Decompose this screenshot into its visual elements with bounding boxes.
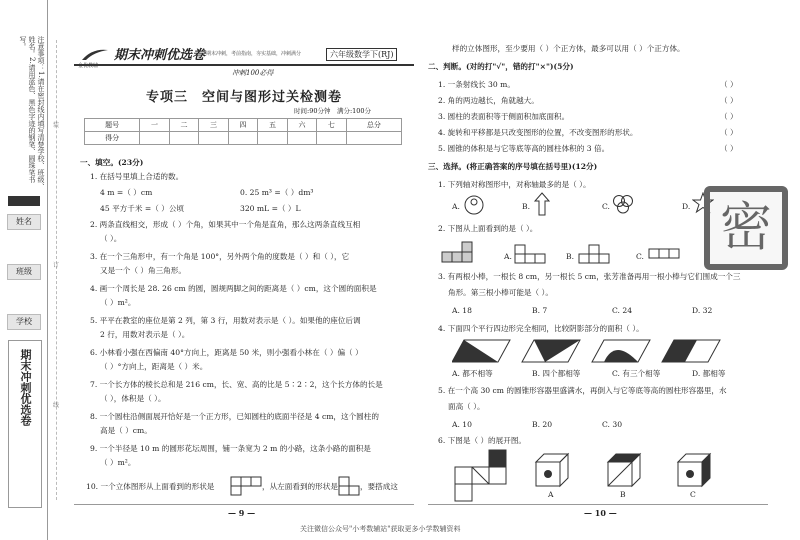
q1-9b: （ ）m²。 (100, 458, 136, 467)
choice-1-c: C. (602, 202, 610, 211)
choice-2-c: C. (636, 252, 644, 261)
q1-1: 1. 在括号里填上合适的数。 (90, 172, 184, 181)
section1-heading: 一、填空。(23分) (80, 158, 144, 167)
score-cell[interactable] (169, 132, 198, 145)
brand-tagline: 期末冲刺，考前指南，夯实基础，冲刺满分 (206, 51, 302, 57)
circle-figure-icon (464, 194, 484, 216)
cube-net-figure (454, 448, 508, 502)
judge-1-mark: （ ） (720, 80, 738, 89)
score-cell[interactable] (199, 132, 228, 145)
q1-3b: 又是一个（ ）角三角形。 (100, 266, 186, 275)
choice-5a: 5. 在一个高 30 cm 的圆锥形容器里盛满水，再倒入与它等底等高的圆柱形容器里，水 (438, 386, 727, 395)
top-view-shape (230, 476, 262, 496)
score-cell[interactable] (258, 132, 287, 145)
footer-rule-right (428, 504, 768, 505)
q1-1c: 45 平方千米 =（ ）公顷 (100, 204, 185, 213)
choice-3-b: B. 7 (532, 306, 548, 315)
score-header: 总分 (346, 119, 401, 132)
sidebar-brand-box (8, 340, 42, 508)
q1-2a: 2. 两条直线相交，形成（ ）个角，如果其中一个角是直角，那么这两条直线互相 (90, 220, 361, 229)
q1-6a: 6. 小林看小强在西偏南 40°方向上，距离是 50 米，则小强看小林在（ ）偏（ ） (90, 348, 363, 357)
choice-3b: 角形。第三根小棒可能是（ ）。 (448, 288, 553, 297)
view-b-shape (578, 244, 612, 264)
view-a-shape (514, 244, 548, 264)
page-number-left: — 9 — (228, 508, 256, 518)
time-score: 时间:90分钟 满分:100分 (294, 107, 372, 115)
choice-6-b: B (620, 490, 626, 499)
judge-4-mark: （ ） (720, 128, 738, 137)
score-header: 四 (228, 119, 257, 132)
choice-4-b: B. 四个都相等 (532, 369, 581, 378)
q1-10d: 样的立体图形，至少要用（ ）个正方体，最多可以用（ ）个正方体。 (452, 44, 685, 53)
score-header: 五 (258, 119, 287, 132)
choice-1: 1. 下列轴对称图形中，对称轴最多的是（ ）。 (438, 180, 591, 189)
choice-5-b: B. 20 (532, 420, 553, 429)
footer-note: 关注微信公众号"小考数辅站"获取更多小学数辅资料 (300, 525, 461, 533)
choice-5-a: A. 10 (452, 420, 472, 429)
binding-sidebar (0, 0, 48, 540)
q1-9a: 9. 一个半径是 10 m 的圆形花坛周围，铺一条宽为 2 m 的小路，这条小路的面积是 (90, 444, 371, 453)
choice-1-b: B. (522, 202, 530, 211)
confidential-seal: 密 (704, 186, 788, 270)
sidebar-logo (8, 196, 40, 206)
sidebar-field-class: 班级 (7, 264, 41, 280)
sidebar-brand: 期末冲刺优选卷 (19, 349, 32, 426)
q1-10b: ，从左面看到的形状是 (262, 482, 338, 491)
q1-7b: （ ），体积是（ ）。 (100, 394, 166, 403)
q1-10c: ，要搭成这 (360, 482, 398, 491)
choice-2-b: B. (566, 252, 574, 261)
judge-1: 1. 一条射线长 30 m。 (438, 80, 515, 89)
score-cell[interactable] (140, 132, 169, 145)
score-header: 三 (199, 119, 228, 132)
judge-5-mark: （ ） (720, 144, 738, 153)
score-label: 得分 (85, 132, 140, 145)
exam-title: 专项三 空间与图形过关检测卷 (145, 90, 342, 105)
choice-3-c: C. 24 (612, 306, 633, 315)
choice-3-d: D. 32 (692, 306, 713, 315)
q1-4b: （ ）m²。 (100, 298, 136, 307)
notice-text: 注意事项：1.请在密封线内填写清楚学校、班级、姓名。2.请用蓝色、黑色字迹的钢笔、圆珠笔书写。 (19, 36, 45, 190)
cut-mark-1: 装 (53, 122, 60, 129)
score-cell[interactable] (287, 132, 316, 145)
choice-2-a: A. (504, 252, 512, 261)
choice-4-d: D. 都相等 (692, 369, 726, 378)
score-header: 一 (140, 119, 169, 132)
choice-6-a: A (548, 490, 554, 499)
score-cell[interactable] (346, 132, 401, 145)
q1-5b: 2 行，用数对表示是（ ）。 (100, 330, 190, 339)
grade-tag: 六年级数学下(RJ) (326, 48, 397, 61)
cube-c-figure (676, 452, 712, 488)
section2-heading: 二、判断。(对的打"√"，错的打"×")(5分) (428, 62, 574, 71)
choice-3-a: A. 18 (452, 306, 472, 315)
section3-heading: 三、选择。(将正确答案的序号填在括号里)(12分) (428, 162, 598, 171)
footer-rule-left (74, 504, 414, 505)
cube-stack-figure (440, 240, 484, 268)
q1-10a: 10. 一个立体图形从上面看到的形状是 (86, 482, 215, 491)
q1-3a: 3. 在一个三角形中，有一个角是 100°，另外两个角的度数是（ ）和（ ），它 (90, 252, 350, 261)
choice-3a: 3. 有两根小棒，一根长 8 cm，另一根长 5 cm，张芳准备再用一根小棒与它们围成一个三 (438, 272, 741, 281)
three-circles-icon (612, 194, 634, 214)
parallelogram-figures (452, 338, 732, 364)
cut-mark-3: 线 (53, 402, 60, 409)
choice-6: 6. 下图是（ ）的展开图。 (438, 436, 527, 445)
view-c-shape (648, 244, 682, 264)
q1-5a: 5. 平平在教室的座位是第 2 列，第 3 行，用数对表示是（ ）。如果他的座位后调 (90, 316, 361, 325)
score-header: 题号 (85, 119, 140, 132)
choice-5-c: C. 30 (602, 420, 623, 429)
q1-4a: 4. 画一个周长是 28. 26 cm 的圆，圆规两脚之间的距离是（ ）cm，这个圆的面积是 (90, 284, 377, 293)
judge-4: 4. 旋转和平移都是只改变图形的位置，不改变图形的形状。 (438, 128, 638, 137)
q1-6b: （ ）°方向上，距离是（ ）米。 (100, 362, 208, 371)
brand-logo-icon (80, 46, 110, 62)
q1-1b: 0. 25 m³ =（ ）dm³ (240, 188, 314, 197)
brand-title: 期末冲刺优选卷 (114, 48, 206, 63)
judge-2: 2. 角的两边越长，角就越大。 (438, 96, 539, 105)
choice-4-a: A. 都不相等 (452, 369, 493, 378)
choice-4: 4. 下面四个平行四边形完全相同，比较阴影部分的面积（ ）。 (438, 324, 644, 333)
motto: 冲刺100必得 (232, 69, 274, 77)
sidebar-field-name: 姓名 (7, 214, 41, 230)
score-cell[interactable] (317, 132, 346, 145)
q1-1a: 4 m =（ ）cm (100, 188, 153, 197)
choice-2: 2. 下图从上面看到的是（ ）。 (438, 224, 538, 233)
judge-3-mark: （ ） (720, 112, 738, 121)
score-header: 二 (169, 119, 198, 132)
choice-6-c: C (690, 490, 696, 499)
header-rule (74, 64, 414, 66)
choice-1-d: D. (682, 202, 691, 211)
choice-5b: 面高（ ）。 (448, 402, 485, 411)
score-cell[interactable] (228, 132, 257, 145)
judge-3: 3. 圆柱的表面积等于侧面积加底面积。 (438, 112, 570, 121)
cube-a-figure (534, 452, 570, 488)
cut-line (56, 40, 57, 500)
judge-5: 5. 圆锥的体积是与它等底等高的圆柱体积的 3 倍。 (438, 144, 610, 153)
sidebar-field-school: 学校 (7, 314, 41, 330)
q1-8b: 高是（ ）cm。 (100, 426, 152, 435)
choice-4-c: C. 有三个相等 (612, 369, 661, 378)
score-header: 六 (287, 119, 316, 132)
q1-1d: 320 mL =（ ）L (240, 204, 301, 213)
brand-sub: 金优教辅 (78, 63, 99, 69)
score-table (84, 118, 402, 145)
q1-8a: 8. 一个圆柱沿侧面展开恰好是一个正方形，已知圆柱的底面半径是 4 cm，这个圆柱的 (90, 412, 379, 421)
cut-mark-2: 订 (53, 262, 60, 269)
arrow-figure-icon (534, 192, 550, 216)
score-header: 七 (317, 119, 346, 132)
left-view-shape (338, 476, 360, 496)
cube-b-figure (606, 452, 642, 488)
choice-1-a: A. (452, 202, 460, 211)
q1-2b: （ ）。 (100, 234, 122, 243)
page-number-right: — 10 — (584, 508, 617, 518)
q1-7a: 7. 一个长方体的棱长总和是 216 cm，长、宽、高的比是 5∶2∶2，这个长方体的长是 (90, 380, 383, 389)
judge-2-mark: （ ） (720, 96, 738, 105)
